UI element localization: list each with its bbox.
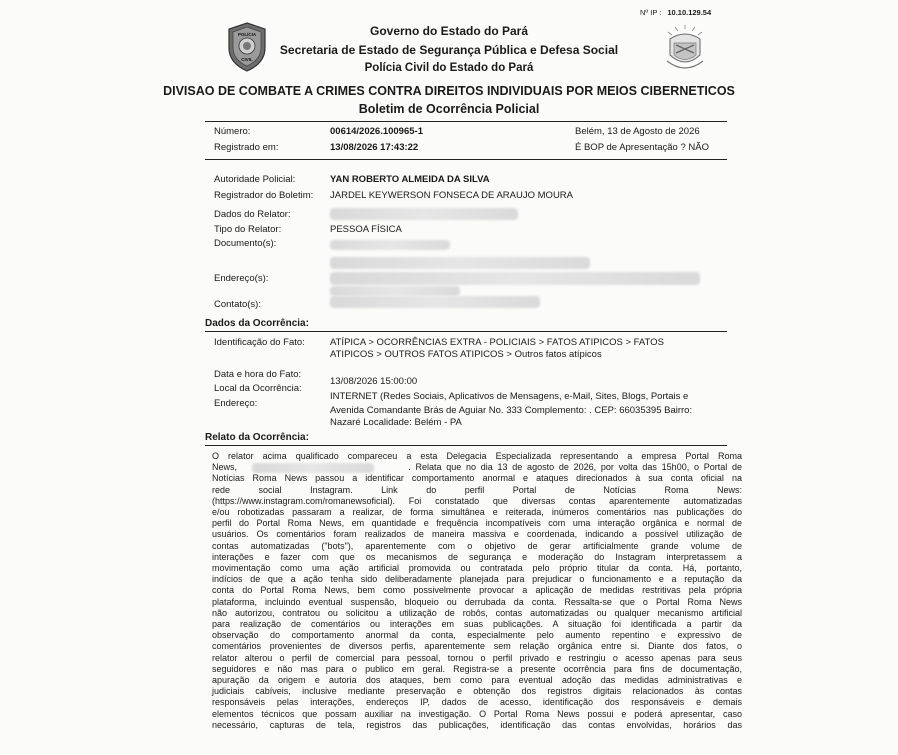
header-division: DIVISAO DE COMBATE A CRIMES CONTRA DIREITOS INDIVIDUAIS POR MEIOS CIBERNETICOS	[163, 84, 735, 98]
identificacao-line: ATIPICOS > OUTROS FATOS ATIPICOS > Outros fatos atípicos	[330, 348, 602, 360]
document-title: Boletim de Ocorrência Policial	[358, 102, 540, 116]
relato-line: perfil do Portal Roma News, em quantidade e frequência incompatíveis com uma interação orgânica e normal de	[212, 518, 742, 529]
relato-line: apuração da origem e autoria dos ataques, bem como para eventual adoção das medidas administrativas e	[212, 675, 742, 686]
autoridade-value: YAN ROBERTO ALMEIDA DA SILVA	[330, 174, 490, 185]
data-hora-value: 13/08/2026 15:00:00	[330, 376, 418, 387]
relato-line: seguidores e não mas para o publico em geral. Registra-se a presente ocorrência para fins de documentação,	[212, 663, 742, 674]
autoridade-label: Autoridade Policial:	[214, 174, 296, 185]
enderecos-label: Endereço(s):	[214, 273, 269, 284]
header-policia-civil: Polícia Civil do Estado do Pará	[364, 62, 534, 74]
identificacao-label: Identificação do Fato:	[214, 337, 305, 348]
local-data: Belém, 13 de Agosto de 2026	[575, 126, 700, 137]
relato-line: O relator acima qualificado compareceu a esta Delegacia Especializada representando a empresa Portal Roma	[212, 451, 742, 461]
registrador-value: JARDEL KEYWERSON FONSECA DE ARAUJO MOURA	[330, 190, 573, 201]
relato-line: não autorizou, contratou ou solicitou a utilização de robôs, contas automatizadas ou qualquer mecanismo artificial	[212, 607, 742, 618]
relato-line: contas automatizadas ("bots"), aparentemente com o objetivo de gerar artificialmente grande volume de	[212, 540, 742, 551]
numero-label: Número:	[214, 126, 251, 137]
relato-line: plataforma, incluindo eventual suspensão, bloqueio ou derrubada da conta. Ressalta-se que o Portal Roma News	[212, 596, 742, 607]
ip-line	[640, 8, 711, 17]
identificacao-value	[330, 337, 664, 360]
documentos-label: Documento(s):	[214, 238, 277, 249]
relato-line: conta do Portal Roma News, bem como possivelmente provocar a aplicação de medidas restritivas pela própria	[212, 585, 742, 596]
tipo-relator-value: PESSOA FÍSICA	[330, 224, 402, 235]
endereco-line: Nazaré Localidade: Belém - PA	[330, 416, 462, 428]
ip-label: Nº IP :	[640, 8, 662, 17]
endereco-value	[330, 405, 692, 428]
relato-line: Notícias Roma News passou a identificar comportamento anormal e ataques direcionados à sua conta oficial na	[212, 473, 742, 484]
relato-line: para realização de comentários ou interações em suas publicações. A situação foi identificada a partir da	[212, 619, 742, 630]
relato-line: rede social Instagram. Link do perfil Portal de Notícias Roma News:	[212, 484, 742, 495]
header-secretaria: Secretaria de Estado de Segurança Pública e Defesa Social	[279, 43, 619, 57]
dados-relator-label: Dados do Relator:	[214, 209, 291, 220]
relato-line: movimentação como uma ação artificial promovida ou contratada pelo próprio titular da conta. Há, portanto,	[212, 563, 742, 574]
redacted-block	[330, 296, 540, 308]
relato-line: relator alterou o perfil de comercial para pessoal, tornou o perfil privado e restringiu o acesso apenas para seus	[212, 652, 742, 663]
redacted-block	[330, 208, 518, 220]
relato-line: judiciais cabíveis, inclusive mediante preservação e obtenção dos registros digitais relacionados às contas	[212, 686, 742, 697]
tipo-relator-label: Tipo do Relator:	[214, 224, 282, 235]
relato-title: Relato da Ocorrência:	[205, 432, 309, 443]
registrador-label: Registrador do Boletim:	[214, 190, 314, 201]
badge-text-top: POLÍCIA	[237, 32, 257, 37]
divider	[205, 331, 727, 332]
bop-label: É BOP de Apresentação ?	[575, 142, 686, 153]
registrado-label: Registrado em:	[214, 142, 279, 153]
relato-line: interações e fazer com que os mecanismos de segurança e moderação do Instagram interpretassem a	[212, 551, 742, 562]
redacted-block	[330, 272, 700, 285]
bop-value: NÃO	[688, 142, 709, 153]
relato-line: elementos técnicos que possam auxiliar na investigação. O Portal Roma News possui e poderá apresentar, caso	[212, 708, 742, 719]
bop-field	[575, 142, 709, 153]
ip-value: 10.10.129.54	[667, 8, 712, 17]
data-hora-label: Data e hora do Fato:	[214, 369, 302, 380]
identificacao-line: ATÍPICA > OCORRÊNCIAS EXTRA - POLICIAIS > FATOS ATIPICOS > FATOS	[330, 337, 664, 348]
redacted-block	[330, 257, 590, 269]
relato-text	[212, 451, 742, 731]
numero-value: 00614/2026.100965-1	[330, 126, 423, 137]
local-label: Local da Ocorrência:	[214, 383, 302, 394]
dados-ocorrencia-title: Dados da Ocorrência:	[205, 318, 309, 329]
relato-line: responsáveis pelas interações, endereços IP, dados de acesso, identificação dos responsáveis e demais	[212, 697, 742, 708]
relato-line: e/ou robotizadas passaram a realizar, de forma simultânea e reiterada, inúmeros comentários nas publicações do	[212, 507, 742, 518]
relato-line: comentários provenientes de diversos perfis, aparentemente sem relação orgânica entre si. Diante dos fatos, o	[212, 641, 742, 652]
endereco-label: Endereço:	[214, 398, 258, 409]
relato-line: usuários. Os comentários foram realizados de maneira massiva e coordenada, indicando a possível utilização de	[212, 529, 742, 540]
divider	[205, 445, 727, 446]
local-value: INTERNET (Redes Sociais, Aplicativos de Mensagens, e-Mail, Sites, Blogs, Portais e	[330, 391, 689, 402]
divider	[205, 121, 727, 122]
relato-line: observação do comportamento anormal da conta, especialmente pelo aumento repentino e expressivo de	[212, 630, 742, 641]
registrado-value: 13/08/2026 17:43:22	[330, 142, 419, 153]
redacted-block	[330, 286, 460, 296]
contatos-label: Contato(s):	[214, 299, 261, 310]
endereco-line: Avenida Comandante Brás de Aguiar No. 333 Complemento: . CEP: 66035395 Bairro:	[330, 405, 693, 416]
divider	[205, 159, 727, 160]
redacted-block	[330, 240, 450, 250]
badge-text-bottom: CIVIL	[241, 57, 253, 62]
relato-line: necessário, capturas de tela, registros das publicações, identificação das contas envolvidas, horários das	[212, 719, 742, 730]
relato-line: indícios de que a ação tenha sido deliberadamente planejada para prejudicar o funcionamento e a reputação da	[212, 574, 742, 585]
relato-line: News, . Relata que no dia 13 de agosto de 2026, por volta das 15h00, o Portal de	[212, 462, 742, 473]
header-governo: Governo do Estado do Pará	[369, 24, 529, 38]
relato-line: (https://www.instagram.com/romanewsoficial). Foi constatado que diversas contas aparentemente automatizadas	[212, 495, 742, 506]
